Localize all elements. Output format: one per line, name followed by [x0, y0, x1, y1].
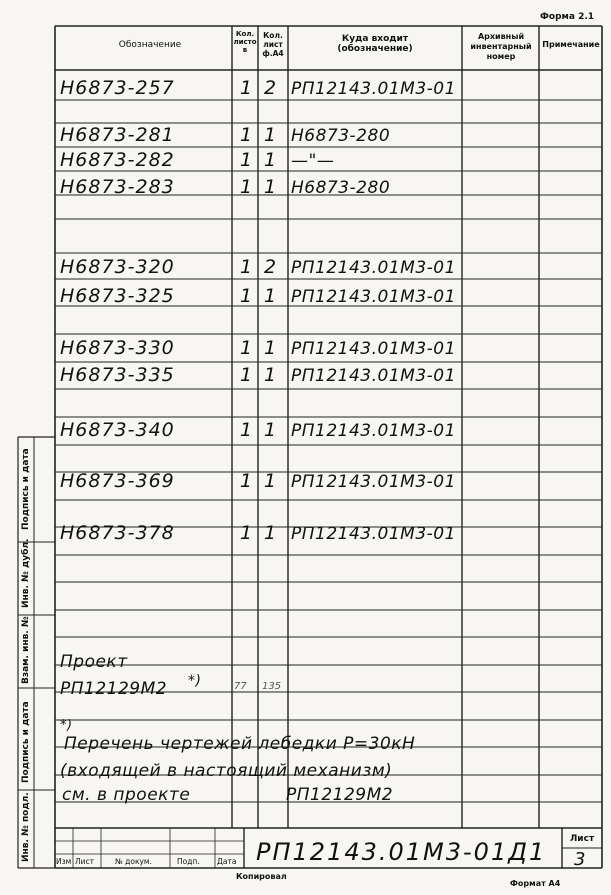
row-where-used: РП12143.01М3-01 — [291, 258, 456, 278]
row-designation: Н6873-257 — [60, 77, 175, 99]
row-sheets: 1 — [240, 419, 254, 441]
row-designation: Н6873-378 — [60, 522, 175, 544]
row-where-used: РП12143.01М3-01 — [291, 524, 456, 544]
row-sheets: 1 — [240, 176, 254, 198]
footnote-line2: (входящей в настоящий механизм) — [60, 761, 393, 781]
row-format-a4: 1 — [264, 337, 278, 359]
row-format-a4: 1 — [264, 419, 278, 441]
header-archive-no: Архивный инвентарный номер — [470, 32, 532, 61]
row-format-a4: 2 — [264, 77, 278, 99]
row-where-used: РП12143.01М3-01 — [291, 79, 456, 99]
project-label: Проект — [60, 652, 128, 672]
row-where-used: РП12143.01М3-01 — [291, 421, 456, 441]
row-sheets: 1 — [240, 256, 254, 278]
project-code: РП12129М2 — [60, 679, 168, 699]
row-where-used: Н6873-280 — [291, 126, 391, 146]
row-sheets: 1 — [240, 149, 254, 171]
row-designation: Н6873-281 — [60, 124, 175, 146]
side-inv-orig: Инв. № подл. — [21, 792, 31, 862]
header-sheets: Кол. листов — [233, 30, 257, 54]
row-format-a4: 1 — [264, 470, 278, 492]
row-sheets: 1 — [240, 124, 254, 146]
row-sheets: 1 — [240, 364, 254, 386]
row-designation: Н6873-283 — [60, 176, 175, 198]
row-sheets: 1 — [240, 77, 254, 99]
footnote-line3-b: РП12129М2 — [286, 785, 394, 805]
row-designation: Н6873-330 — [60, 337, 175, 359]
tb-col-sign: Подп. — [177, 857, 200, 866]
footnote-line1: Перечень чертежей лебедки Р=30кН — [64, 734, 416, 754]
side-replace-inv: Взам. инв. № — [21, 616, 31, 684]
row-where-used: РП12143.01М3-01 — [291, 472, 456, 492]
tb-col-sheet: Лист — [75, 857, 95, 866]
footnote-mark: *) — [60, 718, 73, 733]
sheet-label: Лист — [569, 834, 595, 844]
tb-col-change: Изм — [56, 857, 72, 866]
row-designation: Н6873-340 — [60, 419, 175, 441]
project-asterisk: *) — [188, 673, 202, 689]
side-inv-dupl: Инв. № дубл. — [21, 538, 31, 608]
row-format-a4: 1 — [264, 149, 278, 171]
row-where-used: РП12143.01М3-01 — [291, 366, 456, 386]
row-sheets: 1 — [240, 522, 254, 544]
doc-number: РП12143.01М3-01Д1 — [256, 838, 547, 866]
project-sheets: 77 — [234, 681, 247, 692]
row-designation: Н6873-320 — [60, 256, 175, 278]
format-label: Формат А4 — [510, 879, 561, 888]
row-designation: Н6873-369 — [60, 470, 175, 492]
project-format-a4: 135 — [262, 681, 282, 692]
sheet-number: 3 — [574, 849, 587, 870]
row-format-a4: 1 — [264, 522, 278, 544]
row-where-used: РП12143.01М3-01 — [291, 339, 456, 359]
row-format-a4: 1 — [264, 176, 278, 198]
row-sheets: 1 — [240, 470, 254, 492]
row-where-used: РП12143.01М3-01 — [291, 287, 456, 307]
row-designation: Н6873-282 — [60, 149, 175, 171]
row-designation: Н6873-335 — [60, 364, 175, 386]
footnote-line3-a: см. в проекте — [62, 785, 191, 805]
row-where-used: —"— — [291, 151, 335, 171]
row-designation: Н6873-325 — [60, 285, 175, 307]
header-where-used: Куда входит (обозначение) — [337, 34, 413, 54]
row-format-a4: 1 — [264, 124, 278, 146]
tb-col-date: Дата — [217, 857, 237, 866]
form-label: Форма 2.1 — [540, 12, 595, 22]
tb-col-docnum: № докум. — [115, 857, 152, 866]
row-sheets: 1 — [240, 337, 254, 359]
side-sign-date-top: Подпись и дата — [21, 448, 31, 530]
copied-label: Копировал — [236, 872, 287, 881]
header-designation: Обозначение — [118, 40, 182, 50]
row-sheets: 1 — [240, 285, 254, 307]
row-format-a4: 1 — [264, 364, 278, 386]
row-format-a4: 1 — [264, 285, 278, 307]
header-notes: Примечание — [542, 40, 600, 49]
row-format-a4: 2 — [264, 256, 278, 278]
side-sign-date-bottom: Подпись и дата — [21, 701, 31, 783]
header-format-a4: Кол. лист ф.А4 — [262, 31, 284, 58]
row-where-used: Н6873-280 — [291, 178, 391, 198]
